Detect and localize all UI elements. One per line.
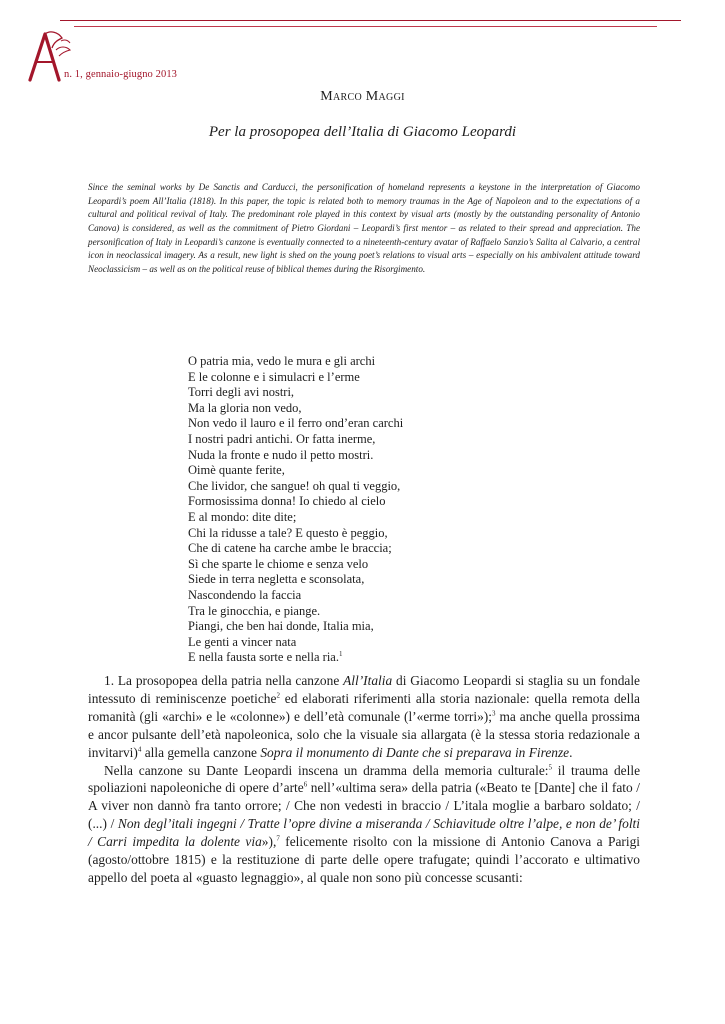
text-run: 1. La prosopopea della patria nella canzone [104,673,344,688]
body-text [88,672,640,887]
footnote-ref[interactable]: 6 [303,780,308,789]
footnote-ref[interactable]: 5 [548,763,553,772]
poem-line-text: E nella fausta sorte e nella ria. [188,650,339,665]
footnote-ref[interactable]: 1 [338,650,343,659]
text-run: di Giacomo Leopardi si staglia su un fondale intessuto di reminiscenze poetiche [88,673,640,706]
poem-line: Che di catene ha carche ambe le braccia; [188,541,392,556]
poem-line: Torri degli avi nostri, [188,385,295,400]
paragraph-2 [88,762,640,887]
article-author: Marco Maggi [320,89,405,104]
footnote-ref[interactable]: 3 [491,709,496,718]
poem-line: O patria mia, vedo le mura e gli archi [188,354,376,368]
poem-line: Le genti a vincer nata [188,634,297,649]
poem-line: Piangi, che ben hai donde, Italia mia, [188,619,374,634]
poem-quote [188,354,403,666]
article-title: Per la prosopopea dell’Italia di Giacomo Leopardi [208,124,517,140]
text-run: alla gemella canzone [141,744,261,760]
footnote-ref[interactable]: 4 [137,745,142,754]
work-title: All’Italia [343,673,393,688]
poem-line: Tra le ginocchia, e piange. [188,603,321,618]
poem-line: Non vedo il lauro e il ferro ond’eran carchi [188,416,404,431]
text-run: ma anche quella prossima e ancor pulsante dell’età napoleonica, solo che la visuale sia allargata (è la stessa storia redazionale a invitarvi) [88,708,640,760]
paragraph-1 [88,672,640,762]
poem-line: E al mondo: dite dite; [188,509,297,524]
poem-line: Nuda la fronte e nudo il petto mostri. [188,447,374,462]
header-rule-top [60,20,681,21]
text-run: Nella canzone su Dante Leopardi inscena un dramma della memoria culturale: [104,762,549,778]
text-run: »), [261,834,277,850]
text-run: . [569,744,573,760]
poem-line: Che lividor, che sangue! oh qual ti veggio, [188,478,401,493]
poem-line: Sì che sparte le chiome e senza velo [188,556,369,571]
text-run: felicemente risolto con la missione di Antonio Canova a Parigi (agosto/ottobre 1815) e la restituzione di parte delle opere trafugate; quindi l’accorato e ultimativo appello del poeta al «guasto legnaggio», al quale non sono più concesse scusanti: [88,834,640,885]
poem-line: I nostri padri antichi. Or fatta inerme, [188,431,376,446]
poem-line: Siede in terra negletta e sconsolata, [188,572,365,587]
poem-line: Formosissima donna! Io chiedo al cielo [188,494,386,509]
quoted-verse: Non degl’itali ingegni / Tratte l’opre divine a miseranda / Schiavitude oltre l’alpe, e non de’ folti / Carri impedita la dolente via [88,816,640,850]
work-title: Sopra il monumento di Dante che si preparava in Firenze [260,744,570,760]
poem-line-last [188,650,403,666]
poem-line: E le colonne e i simulacri e l’erme [188,369,360,384]
poem-line: Chi la ridusse a tale? E questo è peggio, [188,525,388,540]
poem-line: Ma la gloria non vedo, [188,400,302,415]
poem-line: Nascondendo la faccia [188,587,302,602]
footnote-ref[interactable]: 7 [276,834,280,843]
footnote-ref[interactable]: 2 [276,691,280,700]
poem-line: Oimè quante ferite, [188,463,285,478]
text-run: nell’«ultima sera» della patria («Beato te [Dante] che il fato / A viver non dannò fra tanto orrore; / Che non vedesti in braccio / L’itala moglie a barbaro soldato; / (...) / [88,780,640,832]
issue-label: n. 1, gennaio-giugno 2013 [64,69,178,80]
abstract: Since the seminal works by De Sanctis and Carducci, the personification of homeland represents a keystone in the interpretation of Giacomo Leopardi’s poem All’Italia (1818). In this paper, the topic is related both to memory traumas in the Age of Napoleon and to the expectations of a cultural and political revival of Italy. The predominant role played in this context by visual arts (mostly by the outstanding personality of Antonio Canova) is considered, as well as the commitment of Pietro Giordani – Leopardi’s first mentor – as related to their spread and appreciation. The personification of Italy in Leopardi’s canzone is eventually connected to a nineteenth-century avatar of Raffaelo Sanzio’s Salita al Calvario, a central icon in neoclassical imagery. As a result, new light is shed on the young poet’s relations to visual arts – especially on his ambivalent attitude toward Neoclassicism – as well as on the political reuse of biblical themes during the Risorgimento. [88,182,640,274]
text-run: il trauma delle spoliazioni napoleoniche di opere d’arte [88,762,641,796]
header-rule-bottom [74,26,657,27]
text-run: ed elaborati riferimenti alla storia nazionale: quella remota della romanità (gli «archi» e le «colonne») e dell’età comunale (l’«erme torri»); [88,690,640,724]
